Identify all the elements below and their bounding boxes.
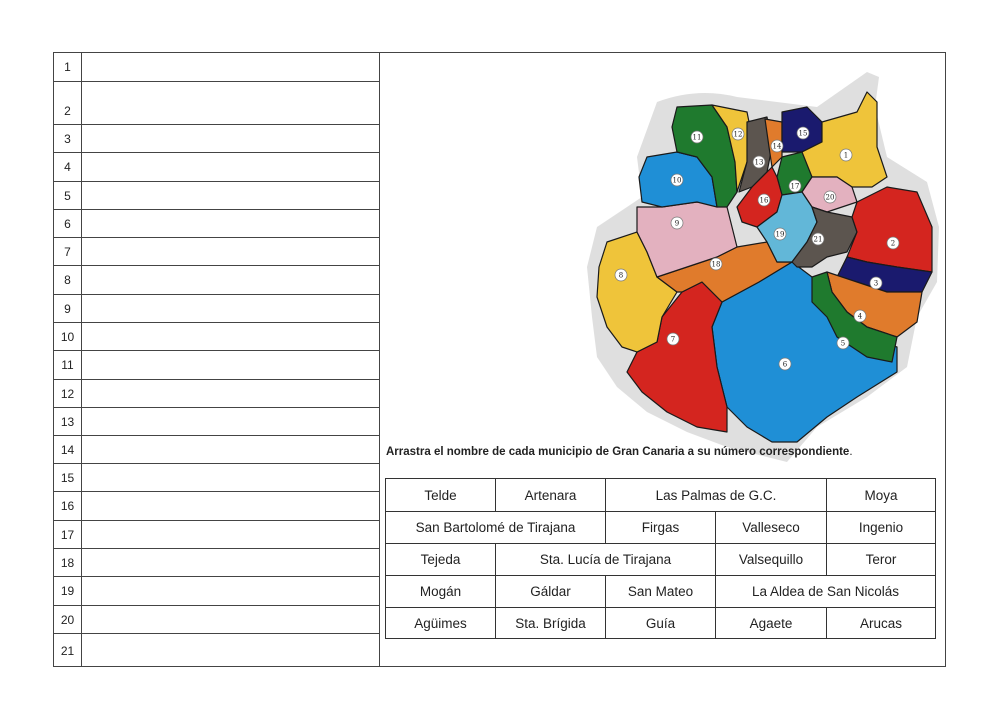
svg-text:15: 15 [798,129,808,138]
answer-row [54,577,379,606]
marker-5 [837,337,849,349]
svg-text:1: 1 [843,151,849,160]
marker-8 [615,269,627,281]
marker-4 [854,310,866,322]
row-number: 13 [54,408,82,435]
word-card[interactable]: Gáldar [496,576,606,608]
answer-row [54,295,379,323]
row-number: 5 [54,182,82,209]
word-card[interactable]: Firgas [606,512,716,544]
svg-text:16: 16 [759,196,769,205]
drop-slot-10[interactable] [82,323,379,350]
row-number: 4 [54,153,82,181]
marker-19 [774,228,786,240]
word-card[interactable]: Agüimes [386,608,496,638]
svg-text:8: 8 [618,271,624,280]
marker-9 [671,217,683,229]
row-number: 17 [54,521,82,548]
drop-slot-13[interactable] [82,408,379,435]
drop-slot-2[interactable] [82,82,379,124]
answer-row [54,153,379,182]
svg-text:9: 9 [674,219,680,228]
marker-1 [840,149,852,161]
svg-text:12: 12 [733,130,743,139]
marker-20 [824,191,836,203]
answer-row [54,210,379,238]
drop-slot-18[interactable] [82,549,379,576]
drop-slot-8[interactable] [82,266,379,294]
marker-15 [797,127,809,139]
word-card[interactable]: San Bartolomé de Tirajana [386,512,606,544]
word-bank [385,478,936,639]
answer-row [54,549,379,577]
word-card[interactable]: Ingenio [827,512,935,544]
svg-text:11: 11 [692,133,702,142]
drop-slot-19[interactable] [82,577,379,605]
answer-row [54,266,379,295]
marker-11 [691,131,703,143]
drop-slot-14[interactable] [82,436,379,463]
row-number: 10 [54,323,82,350]
word-card[interactable]: Telde [386,479,496,512]
row-number: 16 [54,492,82,520]
svg-text:6: 6 [782,360,788,369]
word-card[interactable]: Artenara [496,479,606,512]
answer-row [54,492,379,521]
answer-row [54,238,379,266]
drop-slot-15[interactable] [82,464,379,491]
marker-2 [887,237,899,249]
gran-canaria-map [587,67,940,462]
answer-row [54,521,379,549]
svg-text:7: 7 [670,335,676,344]
word-card[interactable]: Valsequillo [716,544,827,576]
svg-text:3: 3 [873,279,879,288]
svg-text:17: 17 [790,182,800,191]
marker-16 [758,194,770,206]
answer-row [54,606,379,634]
drop-slot-7[interactable] [82,238,379,265]
row-number: 20 [54,606,82,633]
answer-row [54,408,379,436]
svg-text:19: 19 [775,230,785,239]
drop-slot-1[interactable] [82,53,379,81]
marker-17 [789,180,801,192]
instruction-text [386,446,853,458]
answer-row [54,53,379,82]
marker-13 [753,156,765,168]
instruction-main: Arrastra el nombre de cada municipio de Gran Canaria a su número correspondiente [386,446,850,458]
row-number: 18 [54,549,82,576]
svg-text:21: 21 [813,235,823,244]
marker-3 [870,277,882,289]
drop-slot-3[interactable] [82,125,379,152]
answer-row [54,634,379,667]
marker-14 [771,140,783,152]
drop-slot-21[interactable] [82,634,379,667]
drop-slot-16[interactable] [82,492,379,520]
row-number: 8 [54,266,82,294]
word-card[interactable]: Moya [827,479,935,512]
answer-row [54,464,379,492]
answer-row [54,351,379,380]
word-card[interactable]: Tejeda [386,544,496,576]
word-card[interactable]: Mogán [386,576,496,608]
svg-text:2: 2 [890,239,896,248]
word-card[interactable]: La Aldea de San Nicolás [716,576,935,608]
svg-text:14: 14 [772,142,782,151]
word-card[interactable]: Teror [827,544,935,576]
row-number: 3 [54,125,82,152]
row-number: 21 [54,634,82,667]
word-card[interactable]: Guía [606,608,716,638]
answer-row [54,380,379,408]
worksheet-frame [53,52,946,667]
word-card[interactable]: Valleseco [716,512,827,544]
row-number: 6 [54,210,82,237]
drop-slot-5[interactable] [82,182,379,209]
drop-slot-12[interactable] [82,380,379,407]
row-number: 14 [54,436,82,463]
marker-7 [667,333,679,345]
marker-18 [710,258,722,270]
answer-row [54,182,379,210]
answer-row [54,82,379,125]
word-card[interactable]: Las Palmas de G.C. [606,479,827,512]
drop-slot-17[interactable] [82,521,379,548]
marker-10 [671,174,683,186]
drop-slot-6[interactable] [82,210,379,237]
marker-6 [779,358,791,370]
row-number: 19 [54,577,82,605]
word-card[interactable]: Sta. Lucía de Tirajana [496,544,716,576]
svg-text:10: 10 [672,176,682,185]
word-card[interactable]: Sta. Brígida [496,608,606,638]
answer-row [54,125,379,153]
row-number: 12 [54,380,82,407]
drop-slot-9[interactable] [82,295,379,322]
word-card[interactable]: San Mateo [606,576,716,608]
svg-text:13: 13 [754,158,764,167]
row-number: 7 [54,238,82,265]
row-number: 9 [54,295,82,322]
marker-21 [812,233,824,245]
row-number: 15 [54,464,82,491]
svg-text:4: 4 [857,312,863,321]
word-card[interactable]: Agaete [716,608,827,638]
answer-table [54,53,380,666]
answer-row [54,323,379,351]
svg-text:20: 20 [825,193,835,202]
marker-12 [732,128,744,140]
drop-slot-11[interactable] [82,351,379,379]
row-number: 2 [54,82,82,124]
svg-text:5: 5 [840,339,846,348]
row-number: 11 [54,351,82,379]
answer-row [54,436,379,464]
drop-slot-20[interactable] [82,606,379,633]
drop-slot-4[interactable] [82,153,379,181]
row-number: 1 [54,53,82,81]
svg-text:18: 18 [711,260,721,269]
instruction-period: . [849,446,853,458]
word-card[interactable]: Arucas [859,615,903,631]
